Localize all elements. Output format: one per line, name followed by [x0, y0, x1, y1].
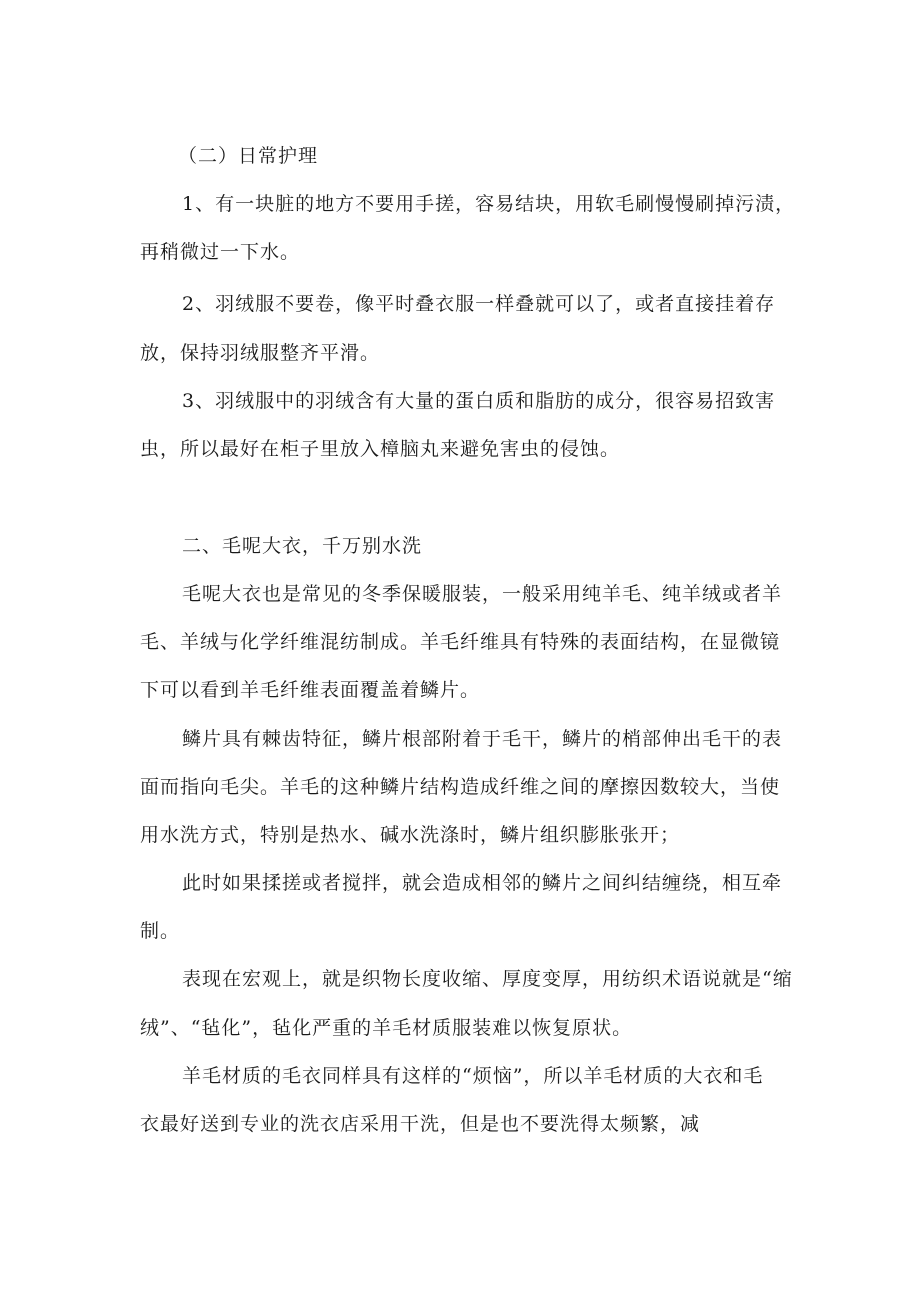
- para-5-line-1: 羊毛材质的毛衣同样具有这样的“烦恼”，所以羊毛材质的大衣和毛: [182, 1065, 764, 1087]
- item-1-line-1: 1、有一块脏的地方不要用手搓，容易结块，用软毛刷慢慢刷掉污渍，: [182, 193, 796, 215]
- item-2-line-2: 放，保持羽绒服整齐平滑。: [140, 342, 381, 364]
- para-5-line-2: 衣最好送到专业的洗衣店采用干洗，但是也不要洗得太频繁，减: [140, 1113, 701, 1135]
- item-2-line-1: 2、羽绒服不要卷，像平时叠衣服一样叠就可以了，或者直接挂着存: [182, 293, 776, 315]
- para-1-line-1: 毛呢大衣也是常见的冬季保暖服装，一般采用纯羊毛、纯羊绒或者羊: [182, 583, 783, 605]
- item-3-line-1: 3、羽绒服中的羽绒含有大量的蛋白质和脂肪的成分，很容易招致害: [182, 390, 776, 412]
- para-2-line-1: 鳞片具有棘齿特征，鳞片根部附着于毛干，鳞片的梢部伸出毛干的表: [182, 728, 783, 750]
- para-1-line-3: 下可以看到羊毛纤维表面覆盖着鳞片。: [140, 679, 481, 701]
- para-2-line-2: 面而指向毛尖。羊毛的这种鳞片结构造成纤维之间的摩擦因数较大，当使: [140, 776, 781, 798]
- para-4-line-1: 表现在宏观上，就是织物长度收缩、厚度变厚，用纺织术语说就是“缩: [182, 968, 793, 990]
- item-1-line-2: 再稍微过一下水。: [140, 241, 301, 263]
- section-heading-wool-coat: 二、毛呢大衣，千万别水洗: [182, 535, 423, 557]
- section-heading-daily-care: （二）日常护理: [178, 145, 319, 167]
- para-4-line-2: 绒”、“毡化”，毡化严重的羊毛材质服装难以恢复原状。: [140, 1017, 633, 1039]
- para-2-line-3: 用水洗方式，特别是热水、碱水洗涤时，鳞片组织膨胀张开；: [140, 824, 681, 846]
- para-3-line-1: 此时如果揉搓或者搅拌，就会造成相邻的鳞片之间纠结缠绕，相互牵: [182, 872, 783, 894]
- item-3-line-2: 虫，所以最好在柜子里放入樟脑丸来避免害虫的侵蚀。: [140, 438, 621, 460]
- para-3-line-2: 制。: [140, 920, 181, 942]
- para-1-line-2: 毛、羊绒与化学纤维混纺制成。羊毛纤维具有特殊的表面结构，在显微镜: [140, 631, 781, 653]
